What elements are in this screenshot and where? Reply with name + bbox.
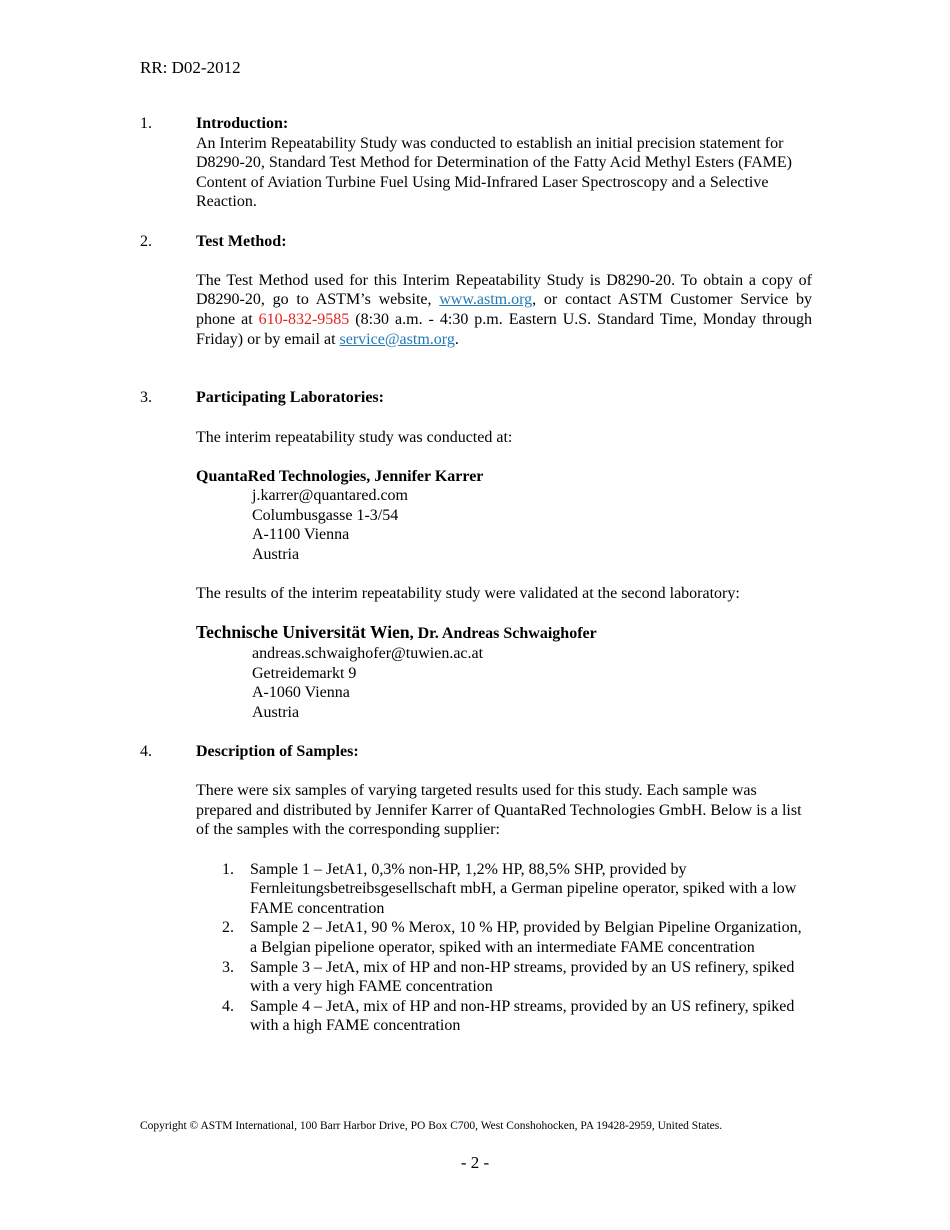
- lab1-city: A-1100 Vienna: [252, 526, 350, 544]
- section-title: Participating Laboratories:: [196, 389, 384, 407]
- document-body: [140, 114, 812, 1036]
- section-number: 2.: [140, 232, 152, 250]
- lab2-email: andreas.schwaighofer@tuwien.ac.at: [252, 645, 484, 663]
- list-number: 2.: [222, 919, 234, 937]
- section-number: 1.: [140, 115, 152, 132]
- list-number: 3.: [222, 958, 234, 976]
- list-item: [196, 997, 812, 1036]
- list-number: 4.: [222, 997, 234, 1015]
- section-number: 4.: [140, 743, 152, 760]
- sample-text: Sample 3 – JetA, mix of HP and non-HP streams, provided by an US refinery, spiked with a very high FAME concentration: [250, 958, 795, 996]
- list-item: [196, 860, 812, 919]
- labs-validated-text: The results of the interim repeatability study were validated at the second laboratory:: [196, 585, 740, 603]
- samples-intro-text: There were six samples of varying targeted results used for this study. Each sample was prepared and distributed by Jennifer Karrer of QuantaRed Technologies GmbH. Below is a list of the samples with the corresponding supplier:: [196, 782, 802, 839]
- section-title: Introduction:: [196, 115, 289, 132]
- section-title: Test Method:: [196, 232, 287, 250]
- test-method-text: [196, 271, 812, 349]
- text-fragment: .: [454, 330, 459, 348]
- lab2-country: Austria: [252, 703, 300, 721]
- lab1-street: Columbusgasse 1-3/54: [252, 506, 399, 524]
- lab2-name: [196, 623, 812, 644]
- section-description-of-samples: [140, 742, 812, 1036]
- sample-text: Sample 1 – JetA1, 0,3% non-HP, 1,2% HP, 88,5% SHP, provided by Fernleitungsbetreibsgesellschaft mbH, a German pipeline operator, spiked with a low FAME concentration: [250, 860, 797, 917]
- page-number: - 2 -: [460, 1153, 490, 1172]
- lab2-address: [196, 644, 812, 722]
- lab2-institution: Technische Universität Wien: [196, 622, 410, 643]
- lab1-name: QuantaRed Technologies, Jennifer Karrer: [196, 467, 484, 485]
- report-header: RR: D02-2012: [140, 58, 241, 77]
- lab1-address: [196, 486, 812, 564]
- section-test-method: [140, 232, 812, 350]
- list-number: 1.: [222, 860, 234, 878]
- phone-number: 610-832-9585: [258, 310, 350, 328]
- astm-website-link[interactable]: www.astm.org: [439, 291, 533, 309]
- lab2-contact: , Dr. Andreas Schwaighofer: [409, 625, 597, 643]
- section-introduction: [140, 114, 812, 212]
- section-number: 3.: [140, 389, 152, 407]
- text-fragment: (8:30 a.m. - 4:30 p.m. Eastern U.S. Standard Time, Monday through Friday) or by email at: [196, 310, 812, 348]
- samples-list: [196, 860, 812, 1036]
- sample-text: Sample 4 – JetA, mix of HP and non-HP streams, provided by an US refinery, spiked with a high FAME concentration: [250, 997, 795, 1035]
- sample-text: Sample 2 – JetA1, 90 % Merox, 10 % HP, provided by Belgian Pipeline Organization, a Belgian pipelione operator, spiked with an intermediate FAME concentration: [250, 919, 802, 956]
- introduction-text: An Interim Repeatability Study was conducted to establish an initial precision statement for D8290-20, Standard Test Method for Determination of the Fatty Acid Methyl Esters (FAME) Content of Aviation Turbine Fuel Using Mid-Infrared Laser Spectroscopy and a Selective Reaction.: [196, 134, 792, 211]
- text-fragment: The Test Method used for this Interim Repeatability Study is D8290-20. To obtain a copy of D8290-20, go to ASTM’s website,: [196, 271, 812, 309]
- lab1-country: Austria: [252, 546, 300, 564]
- lab2-street: Getreidemarkt 9: [252, 664, 357, 682]
- service-email-link[interactable]: service@astm.org: [339, 330, 455, 348]
- lab1-email: j.karrer@quantared.com: [252, 487, 408, 505]
- list-item: [196, 918, 812, 957]
- labs-intro-text: The interim repeatability study was conducted at:: [196, 428, 513, 446]
- text-fragment: , or contact ASTM Customer Service by phone at: [196, 291, 812, 328]
- section-participating-laboratories: [140, 388, 812, 722]
- list-item: [196, 958, 812, 997]
- section-title: Description of Samples:: [196, 743, 359, 760]
- copyright-footer: Copyright © ASTM International, 100 Barr Harbor Drive, PO Box C700, West Conshohocken, PA 19428-2959, United States.: [140, 1120, 723, 1132]
- lab2-city: A-1060 Vienna: [252, 684, 350, 702]
